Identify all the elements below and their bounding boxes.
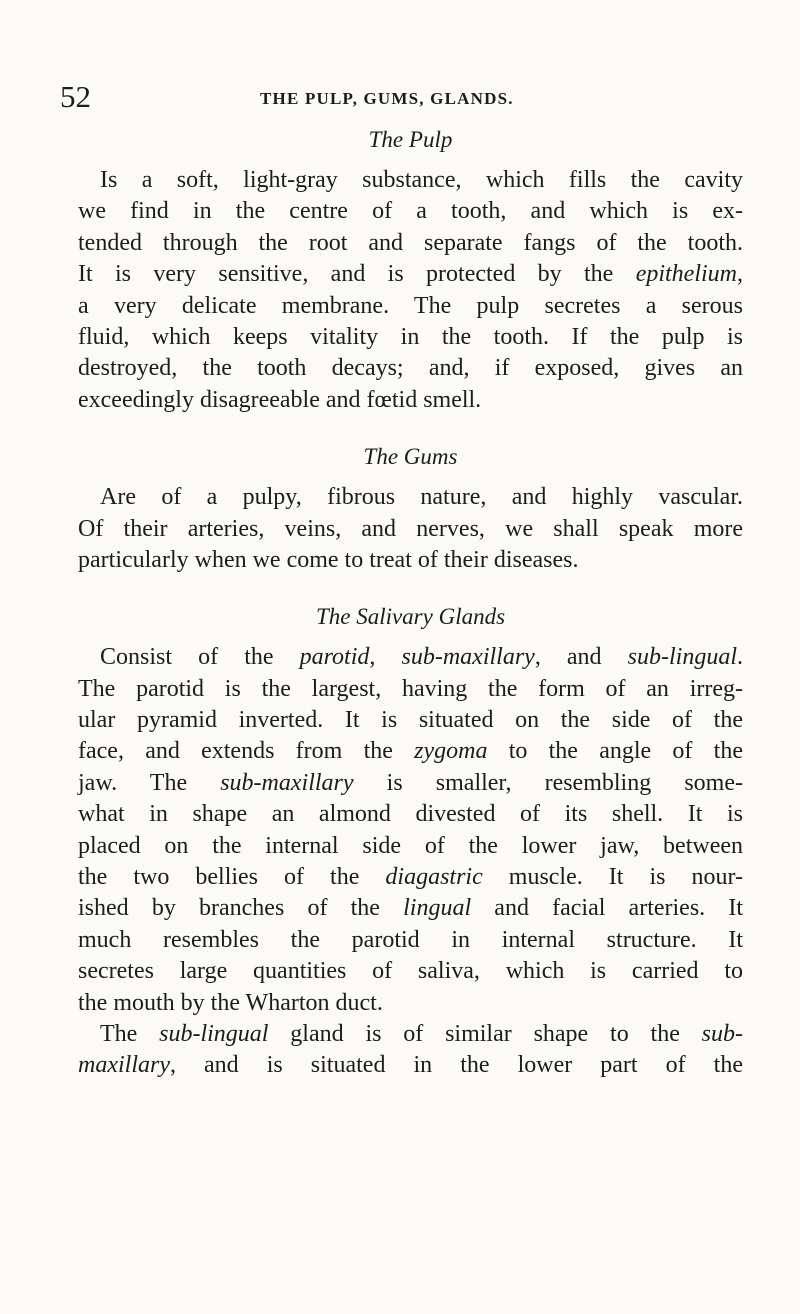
text-line: fluid, which keeps vitality in the tooth. If the pulp is — [78, 323, 743, 350]
text-line: destroyed, the tooth decays; and, if exposed, gives an — [78, 355, 743, 382]
text-line: ished by branches of the lingual and facial arteries. It — [78, 895, 744, 922]
italic-term: maxillary — [78, 1052, 170, 1079]
paragraph-gums — [78, 482, 743, 576]
text-line: Is a soft, light-gray substance, which fills the cavity — [100, 167, 743, 193]
running-head — [60, 80, 740, 114]
text-line: we find in the centre of a tooth, and which is ex- — [78, 198, 743, 225]
text-line: exceedingly disagreeable and fœtid smell. — [78, 386, 482, 413]
italic-term: sub-maxillary — [220, 769, 354, 796]
text-line: jaw. The sub-maxillary is smaller, resembling some- — [78, 769, 743, 796]
text-line: Consist of the parotid, sub-maxillary, and sub-lingual. — [100, 644, 743, 671]
text-line: Of their arteries, veins, and nerves, we shall speak more — [78, 515, 743, 542]
paragraph-salivary-glands — [78, 642, 743, 1081]
italic-term: parotid — [299, 644, 370, 671]
section-heading-gums: The Gums — [363, 444, 458, 470]
text-line: much resembles the parotid in internal structure. It — [78, 926, 743, 953]
italic-term: lingual — [403, 895, 472, 922]
text-line: the two bellies of the diagastric muscle. It is nour- — [78, 864, 743, 891]
page-number: 52 — [60, 79, 91, 114]
text-line: the mouth by the Wharton duct. — [78, 989, 383, 1016]
italic-term: diagastric — [385, 864, 483, 891]
italic-term: sub-maxillary — [401, 644, 535, 671]
italic-term: zygoma — [414, 738, 488, 765]
text-line: The parotid is the largest, having the form of an irreg- — [78, 675, 743, 702]
section-heading-pulp: The Pulp — [368, 127, 453, 152]
italic-term: sub-lingual — [627, 644, 737, 671]
text-line: secretes large quantities of saliva, which is carried to — [78, 958, 743, 985]
text-line: The sub-lingual gland is of similar shape to the sub- — [100, 1020, 744, 1047]
text-line: face, and extends from the zygoma to the angle of the — [78, 738, 743, 765]
text-line: particularly when we come to treat of their diseases. — [78, 546, 579, 573]
text-line: maxillary, and is situated in the lower part of the — [78, 1052, 743, 1079]
italic-term: sub-lingual — [159, 1020, 269, 1047]
text-line: tended through the root and separate fangs of the tooth. — [78, 229, 743, 256]
text-line: Are of a pulpy, fibrous nature, and highly vascular. — [100, 484, 743, 511]
text-line: a very delicate membrane. The pulp secretes a serous — [78, 292, 743, 319]
text-line: placed on the internal side of the lower jaw, between — [78, 832, 743, 859]
text-block — [78, 125, 743, 1082]
italic-term: epithelium — [635, 261, 737, 288]
text-line: ular pyramid inverted. It is situated on the side of the — [78, 707, 743, 734]
text-line: It is very sensitive, and is protected by the epithelium, — [78, 261, 743, 288]
text-line: what in shape an almond divested of its shell. It is — [78, 801, 743, 828]
italic-term: sub- — [701, 1020, 744, 1047]
running-title: THE PULP, GUMS, GLANDS. — [260, 89, 514, 108]
paragraph-pulp — [78, 165, 743, 416]
section-heading-salivary-glands: The Salivary Glands — [315, 604, 506, 630]
